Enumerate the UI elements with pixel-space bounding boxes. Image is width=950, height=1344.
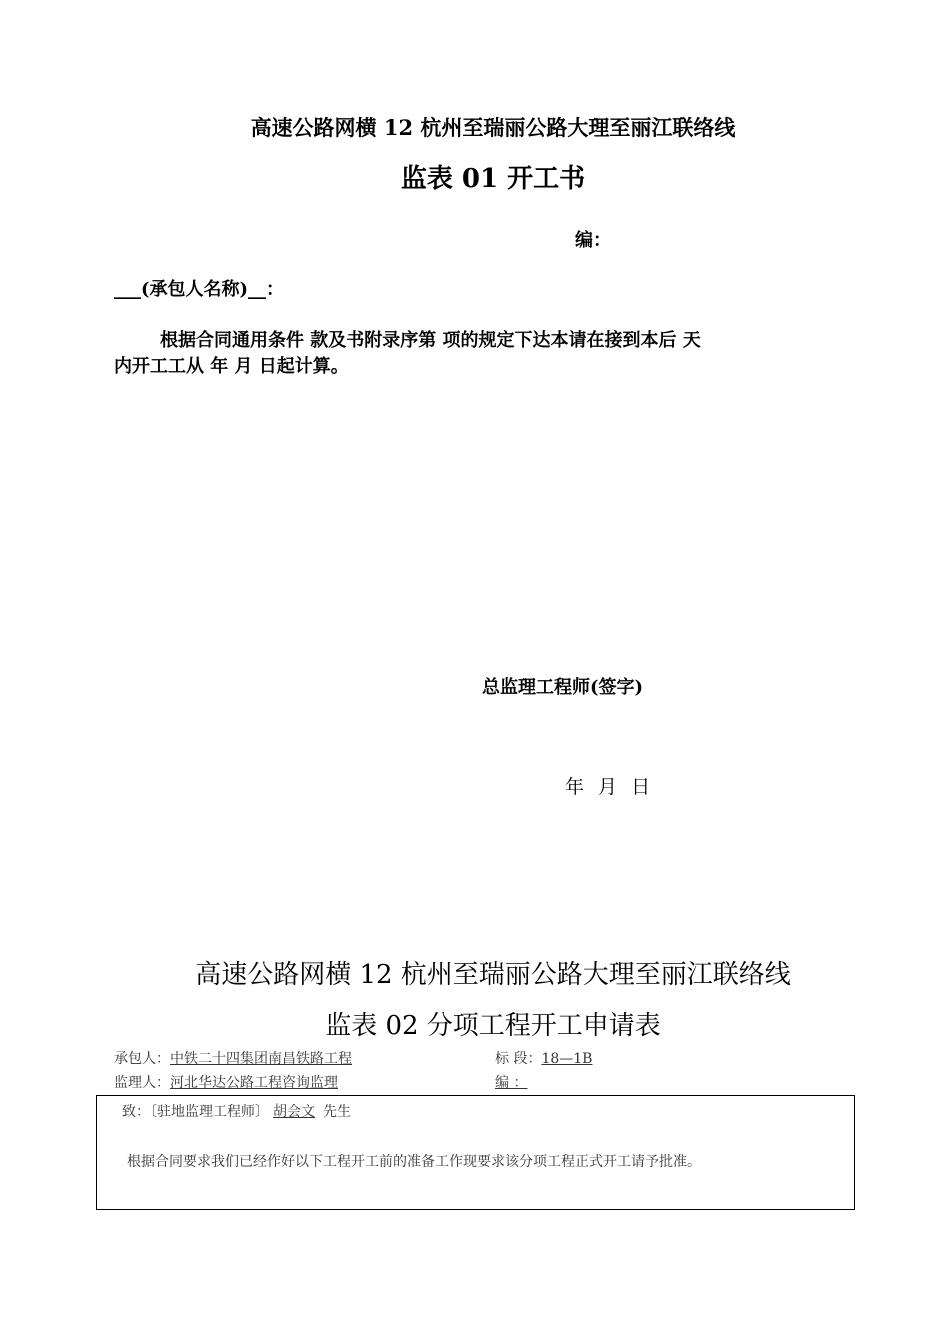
- form2-title: 高速公路网横 12 杭州至瑞丽公路大理至丽江联络线: [195, 960, 791, 990]
- form1-body-line-2: 内开工工从 年 月 日起计算。: [114, 356, 349, 377]
- supervisor-row: [114, 1072, 466, 1092]
- contractor-row: [114, 1048, 352, 1068]
- form1-date-label: 年 月 日: [565, 776, 651, 798]
- request-text: 根据合同要求我们已经作好以下工程开工前的准备工作现要求该分项工程正式开工请予批准。: [127, 1154, 701, 1170]
- form1-title: 高速公路网横 12 杭州至瑞丽公路大理至丽江联络线: [250, 115, 736, 140]
- contractor-label: 承包人：: [114, 1051, 170, 1067]
- addressee-label: 致：〔驻地监理工程师〕: [122, 1104, 269, 1120]
- form1-body-line-1: 根据合同通用条件 款及书附录序第 项的规定下达本请在接到本后 天: [160, 330, 701, 351]
- form2-number-label: 编 ：: [495, 1075, 528, 1091]
- supervisor-value: 河北华达公路工程咨询监理: [170, 1075, 338, 1091]
- section-value: 18—1B: [541, 1051, 593, 1067]
- contractor-value: 中铁二十四集团南昌铁路工程: [170, 1051, 352, 1067]
- request-box: [96, 1095, 855, 1210]
- form2-subtitle: 监表 02 分项工程开工申请表: [325, 1011, 661, 1041]
- supervisor-label: 监理人：: [114, 1075, 170, 1091]
- form2-number-row: [495, 1072, 561, 1092]
- form1-subtitle: 监表 01 开工书: [400, 164, 586, 194]
- addressee-name: 胡会文: [273, 1104, 315, 1120]
- form1-number-label: 编：: [575, 230, 611, 251]
- form1-signature-label: 总监理工程师(签字): [482, 677, 644, 698]
- form1-addressee: ___(承包人名称)__：: [114, 279, 285, 300]
- section-label: 标 段：: [495, 1051, 542, 1067]
- section-row: [495, 1048, 592, 1068]
- addressee-suffix: 先生: [323, 1104, 351, 1120]
- addressee-line: [122, 1101, 351, 1121]
